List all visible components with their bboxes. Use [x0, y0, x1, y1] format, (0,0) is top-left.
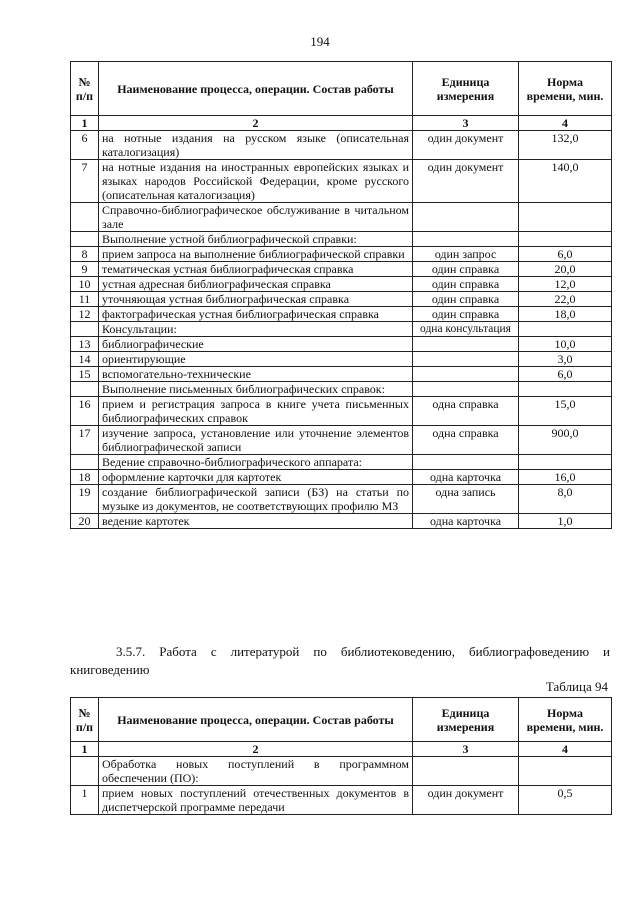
table-row: [71, 455, 612, 470]
row-unit: один запрос: [413, 247, 519, 262]
row-name: на нотные издания на иностранных европейских языках и языках народов Российской Федерации, кроме русского (описательная каталогизация): [99, 160, 413, 203]
row-number: 7: [71, 160, 99, 203]
header-num: № п/п: [71, 62, 99, 116]
row-norm: [519, 382, 612, 397]
row-name: тематическая устная библиографическая справка: [99, 262, 413, 277]
row-norm: 10,0: [519, 337, 612, 352]
row-unit: [413, 757, 519, 786]
row-name: Выполнение письменных библиографических справок:: [99, 382, 413, 397]
row-number: [71, 382, 99, 397]
row-unit: [413, 382, 519, 397]
row-unit: одна справка: [413, 426, 519, 455]
row-unit: один справка: [413, 307, 519, 322]
table-row: [71, 485, 612, 514]
table-row: [71, 514, 612, 529]
row-unit: одна справка: [413, 397, 519, 426]
row-name: изучение запроса, установление или уточнение элементов библиографической записи: [99, 426, 413, 455]
row-unit: одна консультация: [413, 322, 519, 337]
header-norm: Норма времени, мин.: [519, 62, 612, 116]
row-number: 12: [71, 307, 99, 322]
row-number: 18: [71, 470, 99, 485]
row-number: 17: [71, 426, 99, 455]
col-index: 2: [99, 116, 413, 131]
header-num: № п/п: [71, 698, 99, 742]
row-unit: один справка: [413, 292, 519, 307]
table-row: [71, 337, 612, 352]
row-number: 13: [71, 337, 99, 352]
row-number: [71, 322, 99, 337]
column-index-row: [71, 742, 612, 757]
row-name: уточняющая устная библиографическая справка: [99, 292, 413, 307]
row-norm: 3,0: [519, 352, 612, 367]
table-body: [71, 757, 612, 815]
row-norm: [519, 455, 612, 470]
row-name: ведение картотек: [99, 514, 413, 529]
section-text: 3.5.7. Работа с литературой по библиотековедению, библиографоведению и книговедению: [70, 644, 610, 677]
row-number: 11: [71, 292, 99, 307]
table-row: [71, 322, 612, 337]
row-number: 16: [71, 397, 99, 426]
col-index: 1: [71, 742, 99, 757]
row-number: 10: [71, 277, 99, 292]
table-row: [71, 292, 612, 307]
row-name: устная адресная библиографическая справка: [99, 277, 413, 292]
col-index: 4: [519, 742, 612, 757]
row-unit: один документ: [413, 160, 519, 203]
row-unit: [413, 352, 519, 367]
table-row: [71, 426, 612, 455]
row-number: [71, 757, 99, 786]
column-index-row: [71, 116, 612, 131]
row-norm: [519, 757, 612, 786]
row-unit: один документ: [413, 131, 519, 160]
row-unit: [413, 455, 519, 470]
row-unit: [413, 232, 519, 247]
col-index: 3: [413, 742, 519, 757]
row-norm: 6,0: [519, 367, 612, 382]
row-name: прием и регистрация запроса в книге учета письменных библиографических справок: [99, 397, 413, 426]
row-unit: одна запись: [413, 485, 519, 514]
row-norm: 140,0: [519, 160, 612, 203]
table-row: [71, 203, 612, 232]
row-name: Выполнение устной библиографической справки:: [99, 232, 413, 247]
row-number: [71, 455, 99, 470]
row-norm: 1,0: [519, 514, 612, 529]
row-name: оформление карточки для картотек: [99, 470, 413, 485]
row-number: 6: [71, 131, 99, 160]
row-name: прием новых поступлений отечественных документов в диспетчерской программе передачи: [99, 786, 413, 815]
row-name: создание библиографической записи (БЗ) на статьи по музыке из документов, не соответствующих профилю МЗ: [99, 485, 413, 514]
table-row: [71, 307, 612, 322]
table-row: [71, 277, 612, 292]
col-index: 2: [99, 742, 413, 757]
row-norm: 12,0: [519, 277, 612, 292]
row-name: вспомогательно-технические: [99, 367, 413, 382]
row-name: ориентирующие: [99, 352, 413, 367]
row-unit: [413, 337, 519, 352]
table-row: [71, 757, 612, 786]
row-number: [71, 203, 99, 232]
row-norm: 16,0: [519, 470, 612, 485]
table-row: [71, 160, 612, 203]
page-number: 194: [310, 34, 330, 49]
table-row: [71, 470, 612, 485]
row-name: фактографическая устная библиографическая справка: [99, 307, 413, 322]
row-number: 8: [71, 247, 99, 262]
row-name: Справочно-библиографическое обслуживание в читальном зале: [99, 203, 413, 232]
row-norm: [519, 203, 612, 232]
norms-table-93: [70, 61, 612, 529]
row-norm: 0,5: [519, 786, 612, 815]
table-number-label: Таблица 94: [545, 679, 608, 694]
row-number: 1: [71, 786, 99, 815]
header-unit: Единица измерения: [413, 698, 519, 742]
row-norm: 15,0: [519, 397, 612, 426]
row-norm: 22,0: [519, 292, 612, 307]
table-row: [71, 247, 612, 262]
col-index: 4: [519, 116, 612, 131]
table-body: [71, 131, 612, 529]
header-norm: Норма времени, мин.: [519, 698, 612, 742]
table-row: [71, 232, 612, 247]
row-number: 19: [71, 485, 99, 514]
table-row: [71, 786, 612, 815]
row-norm: [519, 232, 612, 247]
row-name: библиографические: [99, 337, 413, 352]
row-norm: [519, 322, 612, 337]
header-unit: Единица измерения: [413, 62, 519, 116]
norms-table-94: [70, 697, 612, 815]
row-number: [71, 232, 99, 247]
row-norm: 8,0: [519, 485, 612, 514]
col-index: 1: [71, 116, 99, 131]
row-unit: одна карточка: [413, 514, 519, 529]
table-row: [71, 131, 612, 160]
row-norm: 20,0: [519, 262, 612, 277]
row-unit: один справка: [413, 277, 519, 292]
row-unit: [413, 203, 519, 232]
row-norm: 900,0: [519, 426, 612, 455]
row-number: 14: [71, 352, 99, 367]
row-name: Обработка новых поступлений в программном обеспечении (ПО):: [99, 757, 413, 786]
row-name: Ведение справочно-библиографического аппарата:: [99, 455, 413, 470]
col-index: 3: [413, 116, 519, 131]
row-number: 20: [71, 514, 99, 529]
header-name: Наименование процесса, операции. Состав работы: [99, 698, 413, 742]
table-row: [71, 397, 612, 426]
row-number: 9: [71, 262, 99, 277]
row-norm: 132,0: [519, 131, 612, 160]
section-paragraph: [70, 643, 610, 679]
row-unit: [413, 367, 519, 382]
row-name: прием запроса на выполнение библиографической справки: [99, 247, 413, 262]
row-name: Консультации:: [99, 322, 413, 337]
row-unit: один документ: [413, 786, 519, 815]
table-row: [71, 367, 612, 382]
row-name: на нотные издания на русском языке (описательная каталогизация): [99, 131, 413, 160]
row-unit: одна карточка: [413, 470, 519, 485]
table-row: [71, 382, 612, 397]
row-number: 15: [71, 367, 99, 382]
row-norm: 6,0: [519, 247, 612, 262]
table-row: [71, 262, 612, 277]
row-norm: 18,0: [519, 307, 612, 322]
row-unit: один справка: [413, 262, 519, 277]
table-row: [71, 352, 612, 367]
header-name: Наименование процесса, операции. Состав работы: [99, 62, 413, 116]
